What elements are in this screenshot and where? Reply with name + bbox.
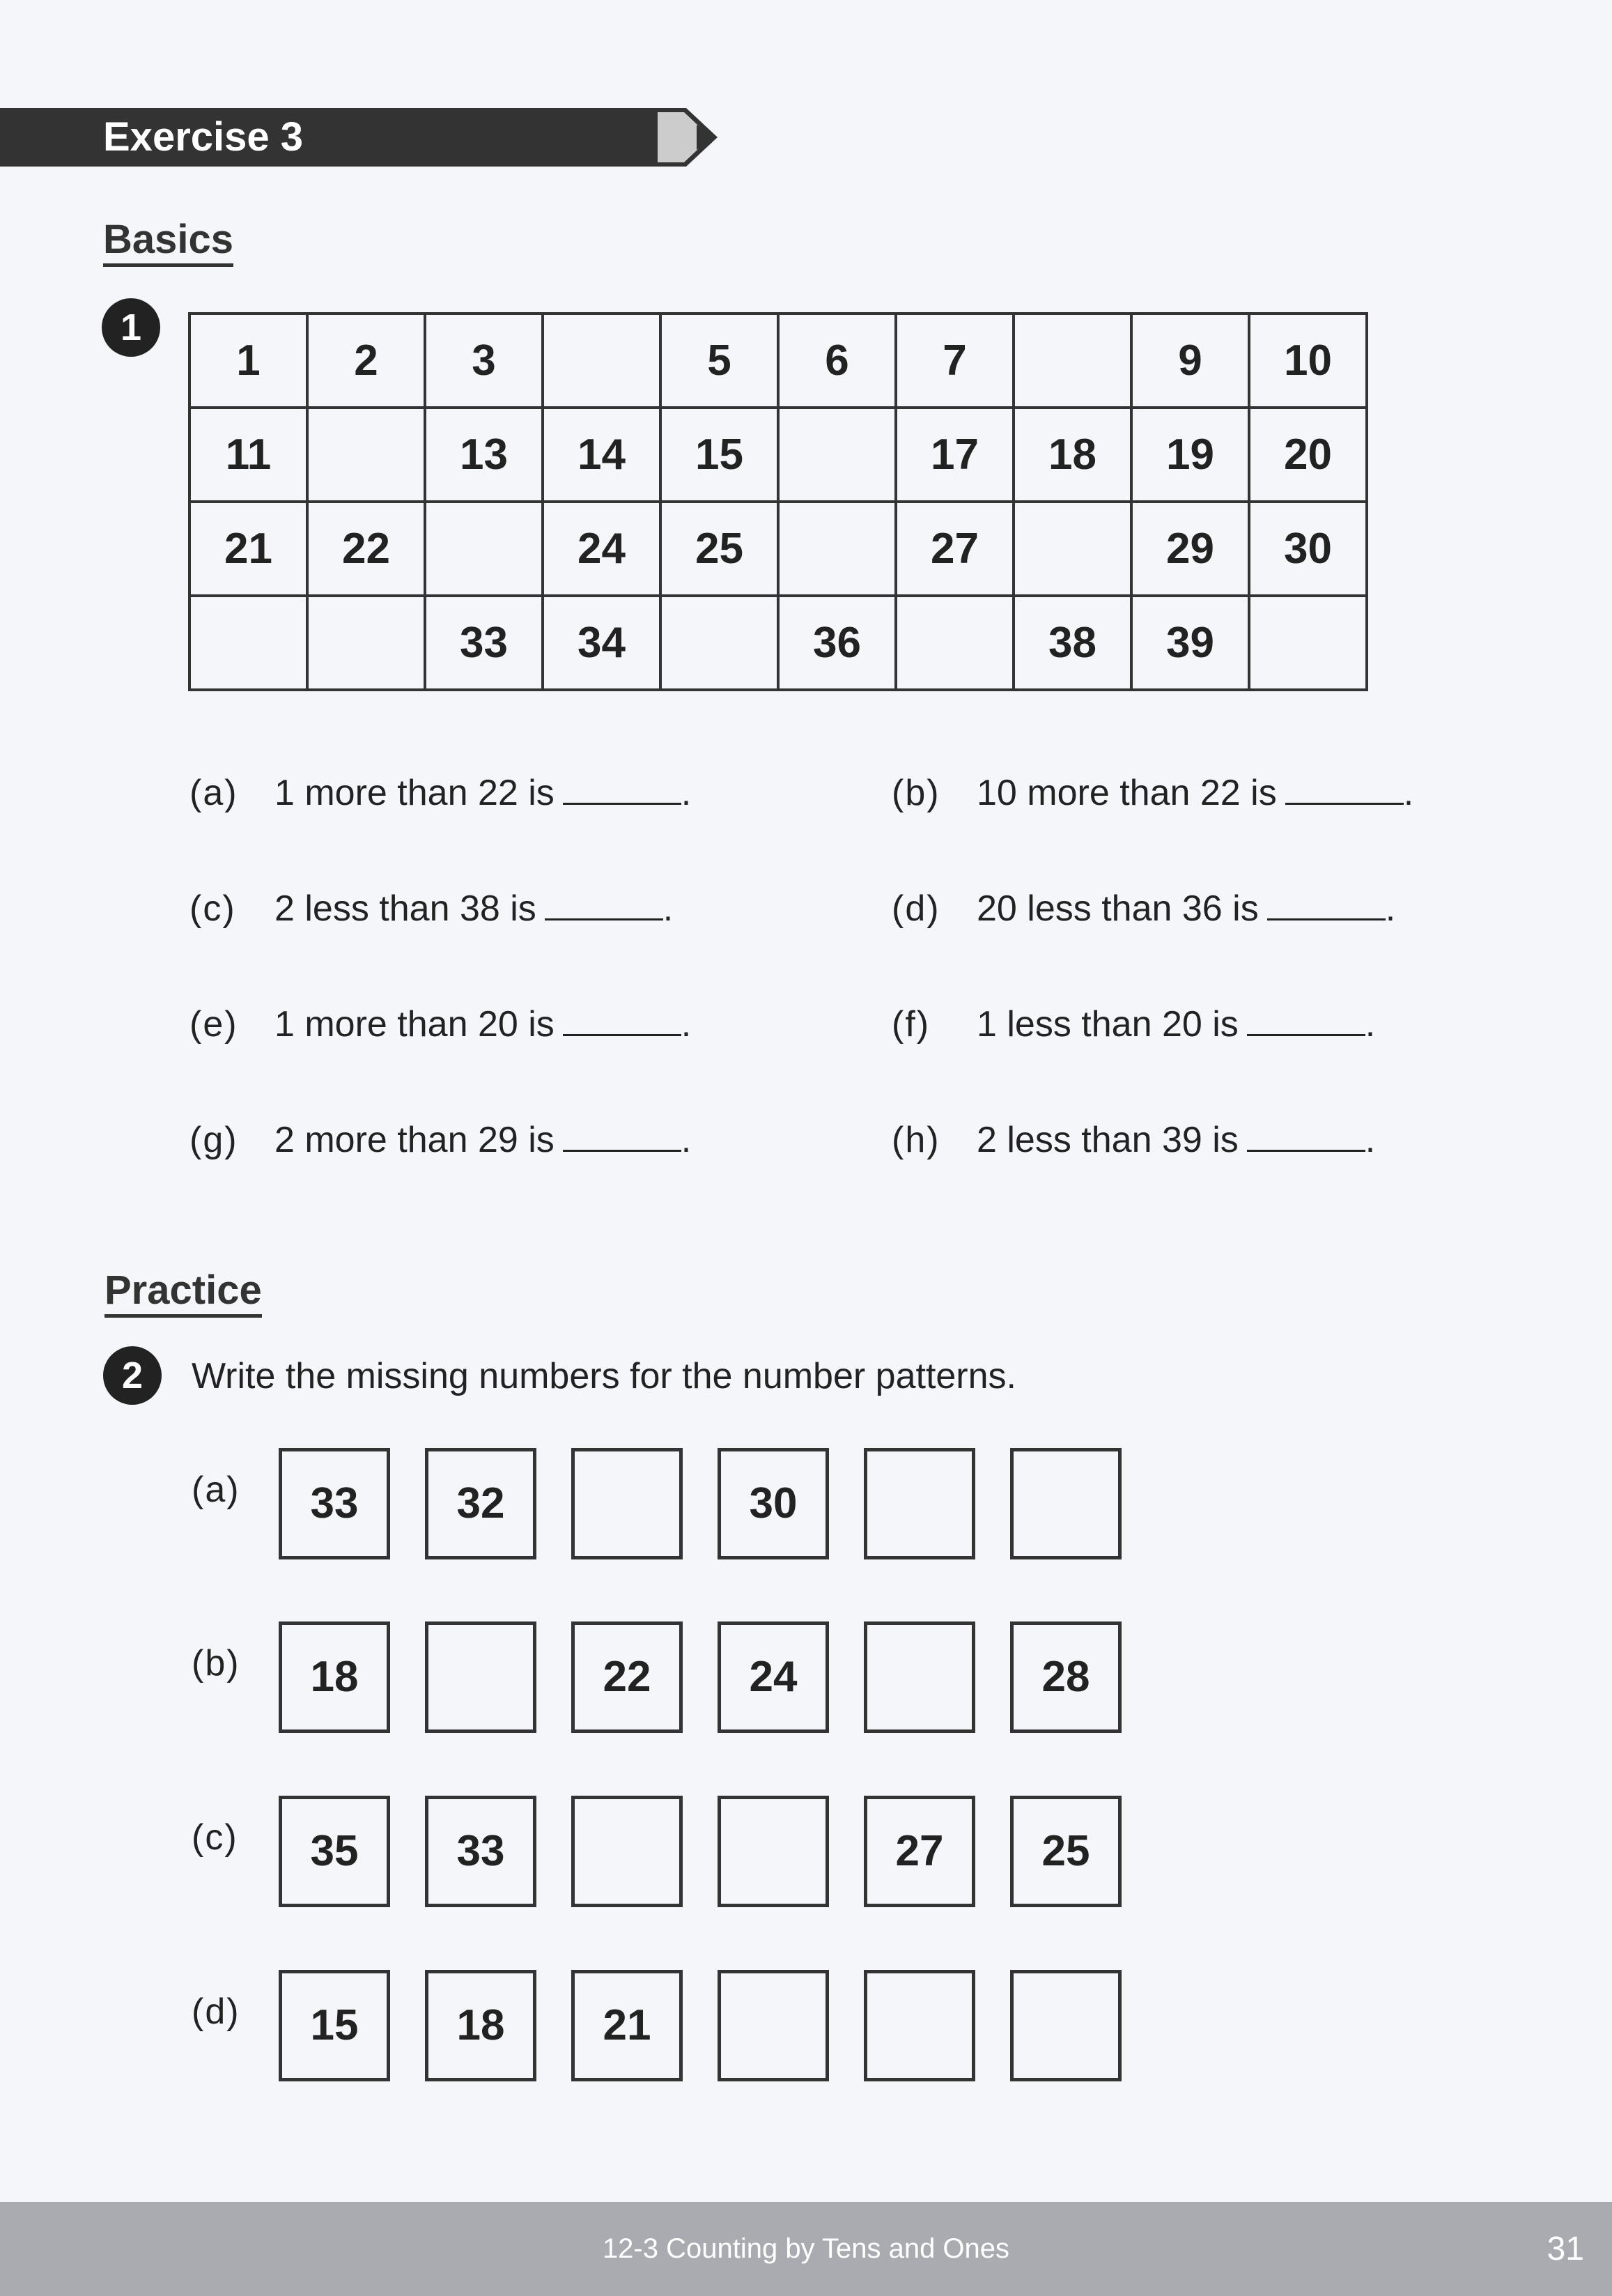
grid-cell: 29: [1131, 502, 1249, 596]
pattern-box: 30: [718, 1448, 829, 1559]
item-text: 2 more than 29 is: [274, 1120, 555, 1160]
grid-cell: 1: [189, 314, 307, 408]
grid-cell: 27: [896, 502, 1014, 596]
fill-in-item: [189, 1003, 691, 1045]
fill-in-item: [189, 1119, 691, 1161]
pattern-row-label: (c): [192, 1817, 238, 1858]
grid-row: [189, 314, 1367, 408]
grid-cell: 25: [660, 502, 778, 596]
pattern-box: 25: [1010, 1796, 1122, 1907]
pattern-row-label: (d): [192, 1991, 240, 2032]
exercise-banner: [0, 108, 655, 167]
pattern-box: 33: [425, 1796, 536, 1907]
grid-cell: 24: [543, 502, 660, 596]
footer-chapter: 12-3 Counting by Tens and Ones: [602, 2233, 1010, 2264]
item-label: (f): [892, 1004, 931, 1045]
pattern-box: 15: [279, 1970, 390, 2081]
pattern-box: 18: [425, 1970, 536, 2081]
item-period: .: [1403, 773, 1414, 813]
item-label: (b): [892, 773, 940, 813]
grid-blank-cell[interactable]: [307, 408, 425, 502]
pattern-blank-box[interactable]: [718, 1796, 829, 1907]
item-text: 10 more than 22 is: [977, 773, 1277, 813]
grid-cell: 14: [543, 408, 660, 502]
grid-cell: 5: [660, 314, 778, 408]
item-period: .: [662, 888, 674, 929]
pattern-box: 32: [425, 1448, 536, 1559]
pattern-blank-box[interactable]: [571, 1448, 683, 1559]
item-period: .: [681, 1120, 692, 1160]
page-number: 31: [1547, 2230, 1584, 2267]
grid-cell: 21: [189, 502, 307, 596]
grid-cell: 13: [425, 408, 543, 502]
grid-cell: 7: [896, 314, 1014, 408]
pattern-box: 21: [571, 1970, 683, 2081]
grid-cell: 22: [307, 502, 425, 596]
answer-blank[interactable]: [563, 775, 681, 805]
basics-heading: Basics: [103, 217, 233, 267]
grid-cell: 15: [660, 408, 778, 502]
item-period: .: [1385, 888, 1396, 929]
pattern-box: 33: [279, 1448, 390, 1559]
item-period: .: [1365, 1120, 1376, 1160]
item-period: .: [681, 773, 692, 813]
item-label: (e): [189, 1004, 238, 1045]
grid-blank-cell[interactable]: [189, 596, 307, 690]
question-2-badge: 2: [103, 1346, 162, 1405]
grid-cell: 34: [543, 596, 660, 690]
question-2-instruction: Write the missing numbers for the number patterns.: [192, 1356, 1016, 1396]
item-period: .: [1365, 1004, 1376, 1045]
pattern-box: 27: [864, 1796, 975, 1907]
grid-blank-cell[interactable]: [1014, 502, 1131, 596]
pattern-blank-box[interactable]: [571, 1796, 683, 1907]
page-footer: [0, 2202, 1612, 2296]
grid-blank-cell[interactable]: [778, 502, 896, 596]
grid-blank-cell[interactable]: [425, 502, 543, 596]
grid-cell: 17: [896, 408, 1014, 502]
grid-cell: 6: [778, 314, 896, 408]
grid-cell: 20: [1249, 408, 1367, 502]
grid-row: [189, 596, 1367, 690]
fill-in-item: [892, 772, 1413, 814]
pattern-blank-box[interactable]: [864, 1621, 975, 1733]
pencil-tip-icon: [648, 108, 718, 167]
fill-in-item: [189, 888, 673, 930]
grid-blank-cell[interactable]: [307, 596, 425, 690]
grid-cell: 36: [778, 596, 896, 690]
grid-cell: 11: [189, 408, 307, 502]
fill-in-item: [189, 772, 691, 814]
item-label: (a): [189, 773, 238, 813]
grid-cell: 2: [307, 314, 425, 408]
answer-blank[interactable]: [545, 891, 663, 920]
grid-blank-cell[interactable]: [1249, 596, 1367, 690]
hundred-chart: [188, 312, 1368, 691]
pattern-box: 35: [279, 1796, 390, 1907]
fill-in-item: [892, 1119, 1375, 1161]
exercise-title: Exercise 3: [103, 114, 304, 160]
grid-cell: 3: [425, 314, 543, 408]
item-text: 2 less than 39 is: [977, 1120, 1239, 1160]
pattern-box: 22: [571, 1621, 683, 1733]
pattern-row-label: (a): [192, 1470, 240, 1510]
grid-cell: 10: [1249, 314, 1367, 408]
item-label: (h): [892, 1120, 940, 1160]
answer-blank[interactable]: [1247, 1122, 1365, 1152]
pattern-blank-box[interactable]: [425, 1621, 536, 1733]
item-label: (c): [189, 888, 236, 929]
fill-in-item: [892, 888, 1395, 930]
pattern-blank-box[interactable]: [718, 1970, 829, 2081]
answer-blank[interactable]: [1247, 1006, 1365, 1036]
grid-row: [189, 502, 1367, 596]
item-label: (d): [892, 888, 940, 929]
grid-cell: 9: [1131, 314, 1249, 408]
grid-cell: 19: [1131, 408, 1249, 502]
grid-blank-cell[interactable]: [1014, 314, 1131, 408]
answer-blank[interactable]: [563, 1122, 681, 1152]
item-text: 1 less than 20 is: [977, 1004, 1239, 1045]
grid-blank-cell[interactable]: [660, 596, 778, 690]
grid-row: [189, 408, 1367, 502]
grid-cell: 30: [1249, 502, 1367, 596]
grid-blank-cell[interactable]: [896, 596, 1014, 690]
item-label: (g): [189, 1120, 238, 1160]
pattern-row-label: (b): [192, 1643, 240, 1684]
pattern-blank-box[interactable]: [1010, 1970, 1122, 2081]
item-text: 2 less than 38 is: [274, 888, 536, 929]
pattern-blank-box[interactable]: [1010, 1448, 1122, 1559]
grid-cell: 39: [1131, 596, 1249, 690]
answer-blank[interactable]: [1267, 891, 1386, 920]
item-period: .: [681, 1004, 692, 1045]
practice-heading: Practice: [104, 1268, 262, 1318]
grid-cell: 18: [1014, 408, 1131, 502]
pattern-box: 24: [718, 1621, 829, 1733]
grid-cell: 33: [425, 596, 543, 690]
answer-blank[interactable]: [1285, 775, 1404, 805]
grid-blank-cell[interactable]: [543, 314, 660, 408]
item-text: 1 more than 20 is: [274, 1004, 555, 1045]
pattern-blank-box[interactable]: [864, 1448, 975, 1559]
pattern-box: 28: [1010, 1621, 1122, 1733]
pattern-blank-box[interactable]: [864, 1970, 975, 2081]
item-text: 1 more than 22 is: [274, 773, 555, 813]
grid-cell: 38: [1014, 596, 1131, 690]
fill-in-item: [892, 1003, 1375, 1045]
question-1-badge: 1: [102, 298, 160, 357]
grid-blank-cell[interactable]: [778, 408, 896, 502]
item-text: 20 less than 36 is: [977, 888, 1259, 929]
pattern-box: 18: [279, 1621, 390, 1733]
answer-blank[interactable]: [563, 1006, 681, 1036]
